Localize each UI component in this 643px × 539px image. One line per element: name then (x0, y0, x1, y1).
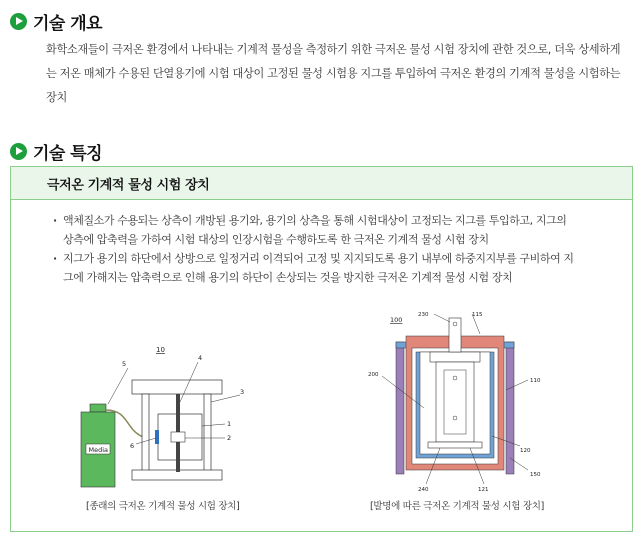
load-support (428, 442, 482, 448)
outer-frame-right (506, 342, 514, 474)
outer-frame-left (396, 342, 404, 474)
label-1: 1 (227, 420, 232, 428)
label-240: 240 (418, 487, 429, 493)
label-120: 120 (520, 448, 531, 454)
label-110: 110 (530, 378, 541, 384)
feature-item (51, 249, 616, 287)
play-circle-icon (10, 143, 27, 160)
feature-item (51, 211, 616, 249)
overview-line: 는 저온 매체가 수용된 단열용기에 시험 대상이 고정된 물성 시험용 지그를 투입하여 극저온 환경의 기계적 물성을 시험하는 (46, 67, 621, 80)
leader-line (211, 395, 240, 402)
overview-heading (10, 9, 102, 34)
specimen (171, 432, 185, 442)
jig-bolt (453, 376, 457, 380)
frame-left-post (142, 394, 149, 478)
label-4: 4 (198, 354, 203, 362)
features-box-title: 극저온 기계적 물성 시험 장치 (47, 177, 210, 193)
media-label: Media (88, 446, 109, 454)
feature-line: 상측에 압축력을 가하여 시험 대상의 인장시험을 수행하도록 한 극저온 기계적 물성 시험 장치 (63, 233, 489, 246)
blue-port (155, 430, 159, 444)
features-box-header (11, 167, 632, 200)
overview-paragraph (46, 38, 636, 110)
label-230: 230 (418, 312, 429, 318)
frame-top (132, 380, 222, 394)
jig-bolt (453, 416, 457, 420)
conventional-device-figure (70, 340, 250, 490)
label-6: 6 (130, 442, 135, 450)
feature-line: 그에 가해지는 압축력으로 인해 용기의 하단이 손상되는 것을 방지한 극저온 기계적 물성 시험 장치 (63, 271, 513, 284)
label-3: 3 (240, 388, 245, 396)
media-bottle-cap (90, 404, 106, 412)
push-rod-hole (453, 322, 457, 326)
leader-line (108, 368, 128, 404)
frame-right-post (204, 394, 211, 478)
figure-number: 10 (156, 346, 165, 354)
features-heading (10, 139, 102, 164)
label-2: 2 (227, 434, 232, 442)
label-121: 121 (478, 487, 489, 493)
figure-number: 100 (390, 316, 403, 324)
overview-line: 장치 (46, 91, 67, 104)
invention-device-figure (360, 308, 560, 494)
features-title: 기술 특징 (33, 144, 103, 164)
label-150: 150 (530, 472, 541, 478)
jig-top (430, 352, 480, 362)
label-5: 5 (122, 360, 127, 368)
left-figure-caption: [종래의 극저온 기계적 물성 시험 장치] (86, 501, 240, 512)
feature-line: · 지그가 용기의 하단에서 상방으로 일정거리 이격되어 고정 및 지지되도록 용기 내부에 하중지지부를 구비하여 지 (63, 252, 574, 265)
overview-line: 화학소재들이 극저온 환경에서 나타내는 기계적 물성을 측정하기 위한 극저온 물성 시험 장치에 관한 것으로, 더욱 상세하게 (46, 43, 621, 56)
overview-title: 기술 개요 (33, 14, 103, 34)
right-figure-caption: [발명에 따른 극저온 기계적 물성 시험 장치] (370, 501, 545, 512)
feature-list (51, 211, 616, 287)
label-115: 115 (472, 312, 483, 318)
leader-line (434, 314, 450, 322)
label-200: 200 (368, 372, 379, 378)
play-circle-icon (10, 13, 27, 30)
feature-line: · 액체질소가 수용되는 상측이 개방된 용기와, 용기의 상측을 통해 시험대상이 고정되는 지그를 투입하고, 지그의 (63, 214, 567, 227)
